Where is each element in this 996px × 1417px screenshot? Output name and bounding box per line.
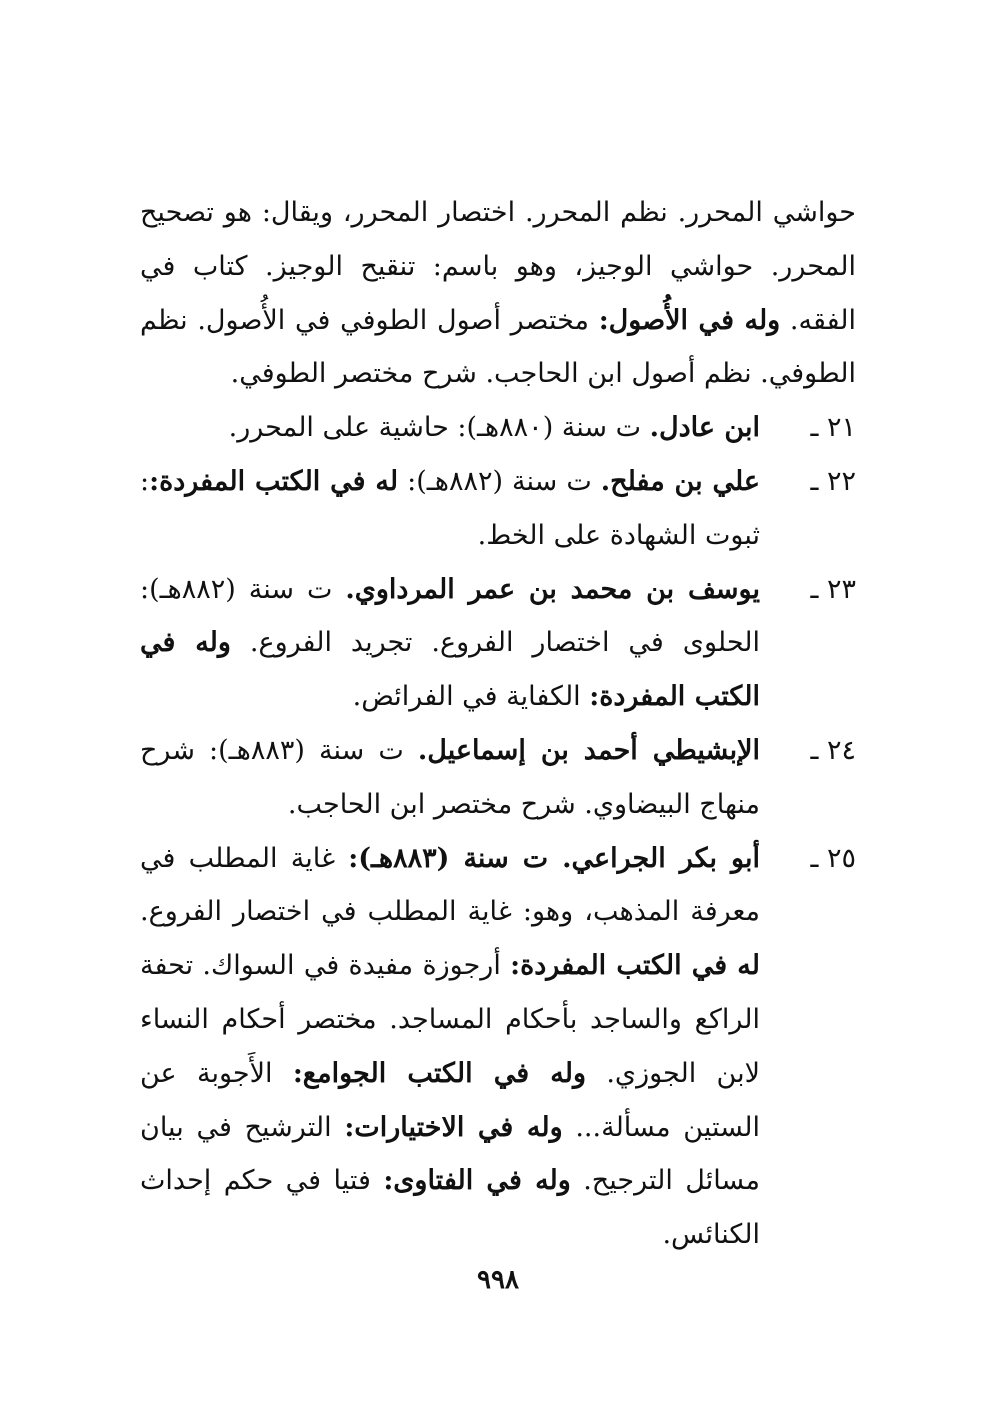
entry-segment: ت سنة (٨٨٢هـ): <box>398 465 601 497</box>
entry-title: ابن عادل. <box>649 412 760 444</box>
entry-text <box>140 832 760 1262</box>
entry-23 <box>140 563 856 724</box>
entry-number: ٢٥ ـ <box>810 842 856 874</box>
entry-heading: وله في الاختيارات: <box>344 1111 563 1143</box>
intro-segment: مختصر أصول الطوفي في الأُصول. نظم الطوفي. نظم أصول ابن الحاجب. شرح مختصر الطوفي. <box>140 304 856 390</box>
entry-22 <box>140 455 856 563</box>
entry-segment: غاية المطلب في معرفة المذهب، وهو: غاية المطلب في اختصار الفروع. <box>140 842 760 928</box>
entry-24 <box>140 724 856 832</box>
main-text <box>140 186 856 1262</box>
entry-segment: ت سنة (٨٨٣هـ): شرح منهاج البيضاوي. شرح مختصر ابن الحاجب. <box>140 734 760 820</box>
intro-paragraph <box>140 186 856 401</box>
entry-segment: ت سنة (٨٨٠هـ): حاشية على المحرر. <box>228 412 650 444</box>
entry-21 <box>140 401 856 455</box>
entry-number: ٢١ ـ <box>810 412 856 444</box>
entry-number: ٢٣ ـ <box>810 573 856 605</box>
entry-title: أبو بكر الجراعي. ت سنة (٨٨٣هـ): <box>348 842 761 874</box>
entry-text <box>140 724 760 832</box>
entry-heading: وله في الكتب الجوامع: <box>292 1057 587 1089</box>
entry-title: يوسف بن محمد بن عمر المرداوي. <box>345 573 760 605</box>
entry-heading: وله في الكتب المفردة: <box>140 627 760 713</box>
entry-heading: له في الكتب المفردة: <box>149 465 399 497</box>
entry-segment: أرجوزة مفيدة في السواك. تحفة الراكع والساجد بأحكام المساجد. مختصر أحكام النساء لابن الجوزي. <box>140 950 760 1089</box>
entry-text <box>140 455 760 563</box>
entry-number: ٢٤ ـ <box>810 734 856 766</box>
entry-segment: فتيا في حكم إحداث الكنائس. <box>140 1165 760 1251</box>
entry-segment: ت سنة (٨٨٢هـ): الحلوى في اختصار الفروع. تجريد الفروع. <box>140 573 760 659</box>
entry-segment: : ثبوت الشهادة على الخط. <box>140 465 760 551</box>
entry-25 <box>140 832 856 1262</box>
entry-segment: الكفاية في الفرائض. <box>352 681 590 713</box>
intro-segment: حواشي المحرر. نظم المحرر. اختصار المحرر، ويقال: هو تصحيح المحرر. حواشي الوجيز، وهو باسم: تنقيح الوجيز. كتاب في الفقه. <box>140 197 857 336</box>
entry-title: الإبشيطي أحمد بن إسماعيل. <box>417 734 760 766</box>
entry-segment: الترشيح في بيان مسائل الترجيح. <box>140 1111 760 1197</box>
entry-number: ٢٢ ـ <box>810 465 856 497</box>
entry-segment: الأَجوبة عن الستين مسألة... <box>140 1057 760 1143</box>
entry-heading: له في الكتب المفردة: <box>510 950 761 982</box>
entry-heading: وله في الفتاوى: <box>383 1165 571 1197</box>
entry-text <box>140 401 760 455</box>
entry-text <box>140 563 760 724</box>
page-number: ٩٩٨ <box>477 1265 519 1295</box>
entry-title: علي بن مفلح. <box>600 465 760 497</box>
intro-segment-bold: وله في الأُصول: <box>598 304 781 336</box>
